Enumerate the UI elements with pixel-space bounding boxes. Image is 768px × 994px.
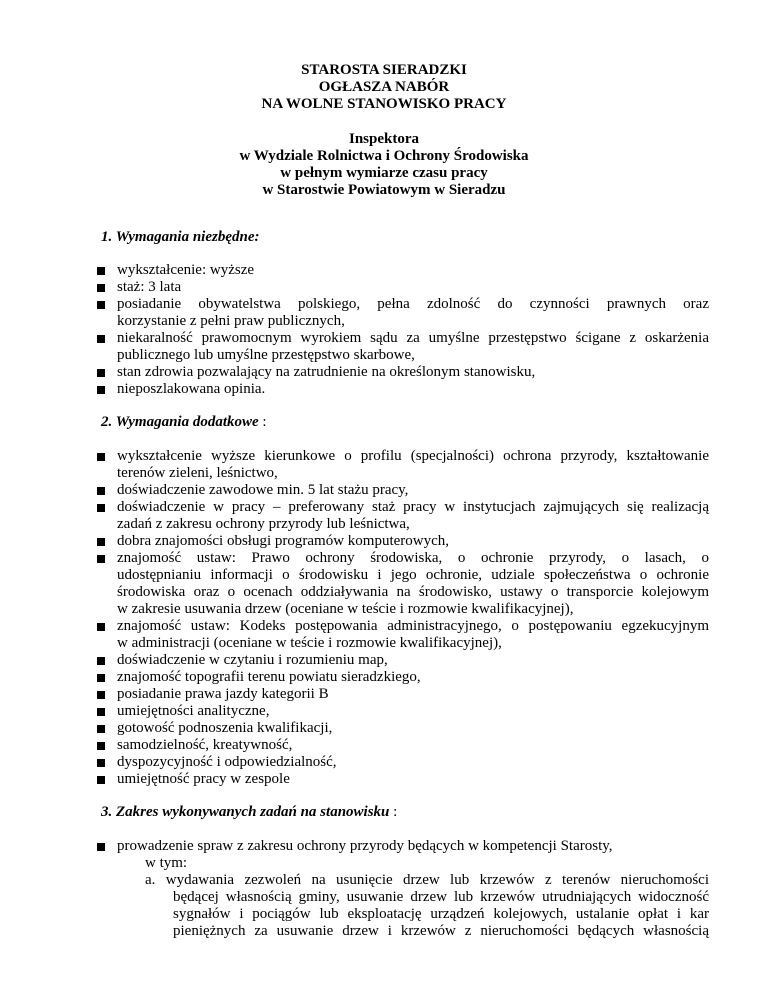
- bullet-icon: [97, 776, 105, 784]
- sub-list-item-continuation: będącej własnością gminy, usuwanie drzew lub krzewów utrudniających widoczność: [173, 889, 709, 905]
- bullet-icon: [97, 691, 105, 699]
- bullet-icon: [97, 708, 105, 716]
- list-item: doświadczenie zawodowe min. 5 lat stażu pracy,: [117, 482, 409, 498]
- list-item: staż: 3 lata: [117, 279, 182, 295]
- bullet-icon: [97, 623, 105, 631]
- list-item-continuation: publicznego lub umyślne przestępstwo skarbowe,: [117, 347, 415, 363]
- list-item-continuation: udostępnianiu informacji o środowisku i jego ochronie, udziale społeczeństwa o ochronie: [117, 567, 709, 583]
- section-2-title: [101, 414, 267, 431]
- list-item: umiejętności analityczne,: [117, 703, 270, 719]
- position-line-2: w Wydziale Rolnictwa i Ochrony Środowiska: [239, 148, 529, 164]
- bullet-icon: [97, 555, 105, 563]
- list-item: posiadanie obywatelstwa polskiego, pełna zdolność do czynności prawnych oraz: [117, 296, 709, 312]
- list-item-continuation: w tym:: [145, 855, 188, 871]
- bullet-icon: [97, 742, 105, 750]
- list-item: umiejętność pracy w zespole: [117, 771, 290, 787]
- section-3-title: [101, 804, 397, 821]
- sub-list-item: a. wydawania zezwoleń na usunięcie drzew lub krzewów z terenów nieruchomości: [145, 872, 709, 888]
- bullet-icon: [97, 843, 105, 851]
- list-item: nieposzlakowana opinia.: [117, 381, 266, 397]
- list-item: gotowość podnoszenia kwalifikacji,: [117, 720, 333, 736]
- section-2-title-text: 2. Wymagania dodatkowe: [101, 414, 259, 430]
- section-3-title-text: 3. Zakres wykonywanych zadań na stanowisku: [101, 804, 390, 820]
- bullet-icon: [97, 369, 105, 377]
- list-item: doświadczenie w pracy – preferowany staż pracy w instytucjach zajmujących się realizacją: [117, 499, 709, 515]
- list-item: prowadzenie spraw z zakresu ochrony przyrody będących w kompetencji Starosty,: [117, 838, 613, 854]
- bullet-icon: [97, 267, 105, 275]
- bullet-icon: [97, 759, 105, 767]
- sub-list-item-continuation: pieniężnych za usuwanie drzew i krzewów z nieruchomości będących własnością: [173, 923, 709, 939]
- list-item: stan zdrowia pozwalający na zatrudnienie na określonym stanowisku,: [117, 364, 536, 380]
- list-item: znajomość ustaw: Kodeks postępowania administracyjnego, o postępowaniu egzekucyjnym: [117, 618, 709, 634]
- bullet-icon: [97, 487, 105, 495]
- section-3-colon: :: [389, 804, 398, 820]
- list-item-continuation: korzystanie z pełni praw publicznych,: [117, 313, 345, 329]
- sub-list-item-continuation: sygnałów i pociągów lub eksploatację urządzeń kolejowych, ustalanie opłat i kar: [173, 906, 709, 922]
- bullet-icon: [97, 386, 105, 394]
- bullet-icon: [97, 504, 105, 512]
- list-item: posiadanie prawa jazdy kategorii B: [117, 686, 329, 702]
- bullet-icon: [97, 674, 105, 682]
- position-line-3: w pełnym wymiarze czasu pracy: [280, 165, 488, 181]
- list-item: dobra znajomości obsługi programów komputerowych,: [117, 533, 450, 549]
- bullet-icon: [97, 301, 105, 309]
- header-line-3: NA WOLNE STANOWISKO PRACY: [261, 96, 507, 112]
- list-item: wykształcenie wyższe kierunkowe o profilu (specjalności) ochrona przyrody, kształtowanie: [117, 448, 709, 464]
- bullet-icon: [97, 284, 105, 292]
- list-item: znajomość ustaw: Prawo ochrony środowiska, o ochronie przyrody, o lasach, o: [117, 550, 709, 566]
- list-item: doświadczenie w czytaniu i rozumieniu map,: [117, 652, 388, 668]
- header-line-1: STAROSTA SIERADZKI: [301, 62, 467, 78]
- list-item-continuation: terenów zieleni, leśnictwo,: [117, 465, 278, 481]
- list-item: samodzielność, kreatywność,: [117, 737, 293, 753]
- section-1-title: 1. Wymagania niezbędne:: [101, 229, 260, 245]
- position-line-4: w Starostwie Powiatowym w Sieradzu: [262, 182, 506, 198]
- section-2-colon: :: [258, 414, 267, 430]
- list-item-continuation: w zakresie usuwania drzew (oceniane w teście i rozmowie kwalifikacyjnej),: [117, 601, 574, 617]
- list-item-continuation: środowiska oraz o ocenach oddziaływania na środowisko, ustawy o transporcie kolejowym: [117, 584, 709, 600]
- header-line-2: OGŁASZA NABÓR: [318, 79, 450, 95]
- bullet-icon: [97, 657, 105, 665]
- bullet-icon: [97, 538, 105, 546]
- bullet-icon: [97, 335, 105, 343]
- list-item: dyspozycyjność i odpowiedzialność,: [117, 754, 337, 770]
- position-line-1: Inspektora: [348, 131, 419, 147]
- list-item-continuation: zadań z zakresu ochrony przyrody lub leśnictwa,: [117, 516, 410, 532]
- list-item-continuation: w administracji (oceniane w teście i rozmowie kwalifikacyjnej),: [117, 635, 502, 651]
- list-item: znajomość topografii terenu powiatu sieradzkiego,: [117, 669, 421, 685]
- bullet-icon: [97, 725, 105, 733]
- list-item: niekaralność prawomocnym wyrokiem sądu za umyślne przestępstwo ścigane z oskarżenia: [117, 330, 709, 346]
- bullet-icon: [97, 453, 105, 461]
- list-item: wykształcenie: wyższe: [117, 262, 255, 278]
